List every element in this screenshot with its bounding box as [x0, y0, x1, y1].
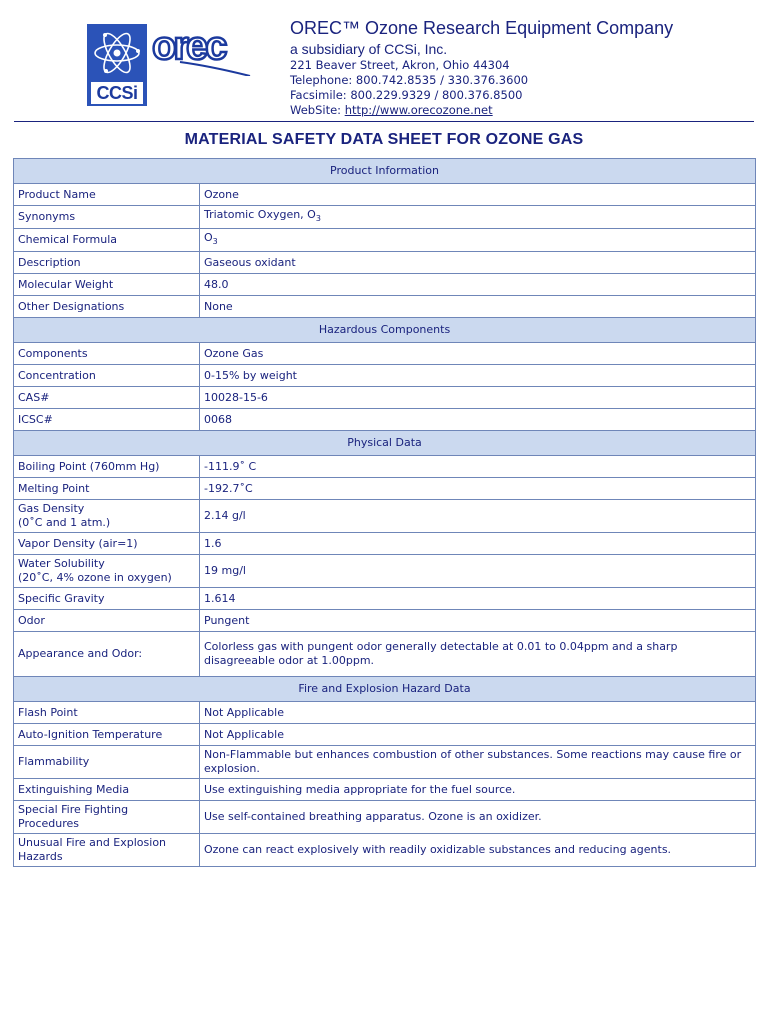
table-row	[14, 456, 756, 478]
table-row	[14, 409, 756, 431]
table-row	[14, 555, 756, 588]
section-header-fire	[14, 677, 756, 702]
row-label-line: Hazards	[18, 850, 63, 864]
orec-wordmark	[150, 26, 259, 76]
table-row	[14, 343, 756, 365]
msds-table	[13, 158, 756, 867]
row-label: Specific Gravity	[14, 588, 200, 610]
table-row	[14, 801, 756, 834]
row-label-line: Gas Density	[18, 502, 85, 516]
row-value	[200, 206, 756, 229]
company-name: OREC™ Ozone Research Equipment Company	[290, 18, 674, 38]
section-header-product	[14, 159, 756, 184]
company-facsimile: Facsimile: 800.229.9329 / 800.376.8500	[290, 88, 523, 102]
row-label: Odor	[14, 610, 200, 632]
ccsi-wordmark: CCSi	[91, 82, 143, 104]
value-text: Triatomic Oxygen, O	[204, 208, 316, 221]
value-subscript: 3	[315, 214, 321, 224]
value-subscript: 3	[212, 237, 218, 247]
row-value: Ozone	[200, 184, 756, 206]
row-value: 10028-15-6	[200, 387, 756, 409]
row-value: -192.7˚C	[200, 478, 756, 500]
table-row	[14, 365, 756, 387]
row-label-line: Water Solubility	[18, 557, 105, 571]
table-row	[14, 779, 756, 801]
row-label: Chemical Formula	[14, 229, 200, 252]
table-row	[14, 588, 756, 610]
row-value: 1.614	[200, 588, 756, 610]
company-subsidiary: a subsidiary of CCSi, Inc.	[290, 41, 448, 57]
table-row	[14, 610, 756, 632]
table-row	[14, 724, 756, 746]
row-label: Synonyms	[14, 206, 200, 229]
row-label: Melting Point	[14, 478, 200, 500]
row-value: Pungent	[200, 610, 756, 632]
table-row	[14, 702, 756, 724]
row-value: 48.0	[200, 274, 756, 296]
letterhead	[0, 0, 768, 120]
table-row	[14, 500, 756, 533]
row-value: Use extinguishing media appropriate for the fuel source.	[200, 779, 756, 801]
row-label: Product Name	[14, 184, 200, 206]
row-label: Boiling Point (760mm Hg)	[14, 456, 200, 478]
row-label: Appearance and Odor:	[14, 632, 200, 677]
row-label: Flash Point	[14, 702, 200, 724]
table-row	[14, 533, 756, 555]
row-value: Not Applicable	[200, 724, 756, 746]
row-label: Vapor Density (air=1)	[14, 533, 200, 555]
table-row	[14, 184, 756, 206]
company-address: 221 Beaver Street, Akron, Ohio 44304	[290, 58, 510, 72]
website-link[interactable]: http://www.orecozone.net	[344, 103, 493, 117]
row-value: Not Applicable	[200, 702, 756, 724]
row-value: Colorless gas with pungent odor generally detectable at 0.01 to 0.04ppm and a sharp disagreeable odor at 1.00ppm.	[200, 632, 756, 677]
document-title: MATERIAL SAFETY DATA SHEET FOR OZONE GAS	[184, 131, 584, 148]
company-website	[290, 103, 760, 118]
row-label: CAS#	[14, 387, 200, 409]
row-label-line: Special Fire Fighting	[18, 803, 129, 817]
section-header-physical	[14, 431, 756, 456]
table-row	[14, 229, 756, 252]
row-label: Flammability	[14, 746, 200, 779]
table-row	[14, 387, 756, 409]
row-label: ICSC#	[14, 409, 200, 431]
table-row	[14, 478, 756, 500]
row-label-line: (20˚C, 4% ozone in oxygen)	[18, 571, 172, 585]
company-info	[290, 17, 760, 118]
row-value: Ozone can react explosively with readily oxidizable substances and reducing agents.	[200, 834, 756, 867]
section-header-hazardous	[14, 318, 756, 343]
row-label-line: Unusual Fire and Explosion	[18, 836, 167, 850]
row-value: 1.6	[200, 533, 756, 555]
table-row	[14, 274, 756, 296]
company-logo	[87, 24, 259, 106]
row-label: Molecular Weight	[14, 274, 200, 296]
company-telephone: Telephone: 800.742.8535 / 330.376.3600	[290, 73, 529, 87]
row-value	[200, 229, 756, 252]
row-label: Components	[14, 343, 200, 365]
table-row	[14, 632, 756, 677]
row-value: 0-15% by weight	[200, 365, 756, 387]
row-label: Other Designations	[14, 296, 200, 318]
table-row	[14, 746, 756, 779]
row-value: Use self-contained breathing apparatus. Ozone is an oxidizer.	[200, 801, 756, 834]
table-row	[14, 206, 756, 229]
row-label: Auto-Ignition Temperature	[14, 724, 200, 746]
row-label-line: (0˚C and 1 atm.)	[18, 516, 111, 530]
row-value: Gaseous oxidant	[200, 252, 756, 274]
row-label	[14, 801, 200, 834]
header-divider	[14, 121, 754, 122]
row-label: Concentration	[14, 365, 200, 387]
row-label	[14, 834, 200, 867]
row-label	[14, 500, 200, 533]
row-value: 0068	[200, 409, 756, 431]
row-label	[14, 555, 200, 588]
website-label: WebSite:	[290, 103, 345, 117]
svg-text:orec: orec	[152, 26, 225, 68]
row-value: None	[200, 296, 756, 318]
table-row	[14, 296, 756, 318]
table-row	[14, 834, 756, 867]
table-row	[14, 252, 756, 274]
row-value: Ozone Gas	[200, 343, 756, 365]
section-title: Hazardous Components	[14, 318, 756, 343]
row-label: Extinguishing Media	[14, 779, 200, 801]
section-title: Product Information	[14, 159, 756, 184]
value-text: O	[204, 231, 213, 245]
row-label-line: Procedures	[18, 817, 79, 831]
row-label: Description	[14, 252, 200, 274]
section-title: Fire and Explosion Hazard Data	[14, 677, 756, 702]
section-title: Physical Data	[14, 431, 756, 456]
row-value: Non-Flammable but enhances combustion of other substances. Some reactions may cause fire or explosion.	[200, 746, 756, 779]
row-value: 19 mg/l	[200, 555, 756, 588]
row-value: 2.14 g/l	[200, 500, 756, 533]
row-value: -111.9˚ C	[200, 456, 756, 478]
